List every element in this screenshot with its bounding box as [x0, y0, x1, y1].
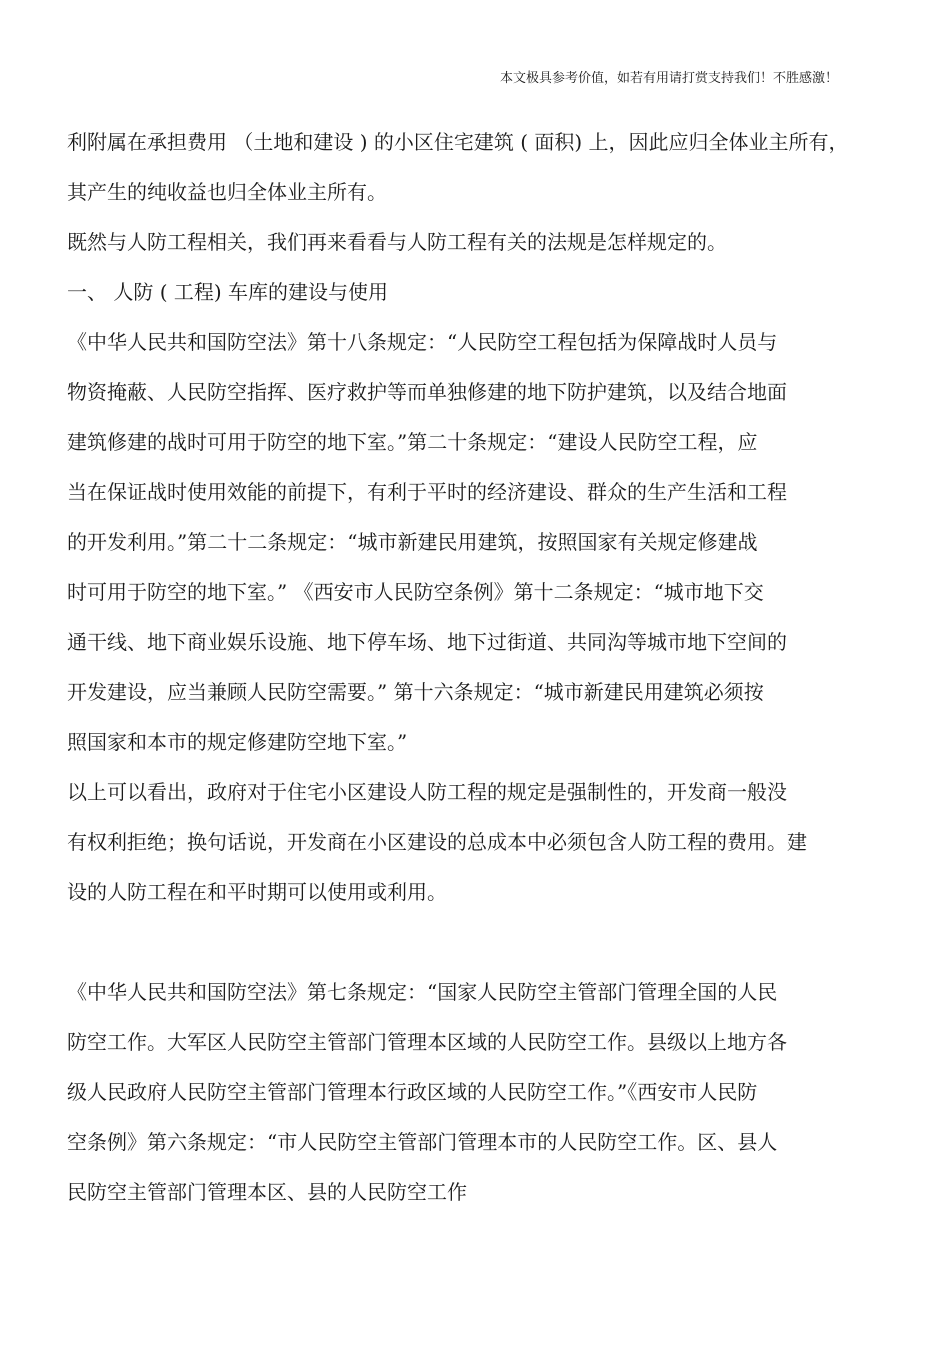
paragraph-line: 通干线、地下商业娱乐设施、地下停车场、地下过街道、共同沟等城市地下空间的	[67, 630, 787, 654]
header-note: 本文极具参考价值，如若有用请打赏支持我们！不胜感激！	[499, 71, 838, 86]
section-heading: 一、 人防 ( 工程) 车库的建设与使用	[67, 280, 389, 304]
paragraph-line: 设的人防工程在和平时期可以使用或利用。	[67, 880, 447, 904]
paragraph-line: 既然与人防工程相关，我们再来看看与人防工程有关的法规是怎样规定的。	[67, 230, 727, 254]
paragraph-line: 以上可以看出，政府对于住宅小区建设人防工程的规定是强制性的，开发商一般没	[67, 780, 787, 804]
paragraph-line: 空条例》第六条规定：“市人民防空主管部门管理本市的人民防空工作。区、县人	[67, 1130, 778, 1154]
paragraph-line: 的开发利用。”第二十二条规定：“城市新建民用建筑，按照国家有关规定修建战	[67, 530, 758, 554]
paragraph-line: 其产生的纯收益也归全体业主所有。	[67, 180, 387, 204]
paragraph-line: 当在保证战时使用效能的前提下，有利于平时的经济建设、群众的生产生活和工程	[67, 480, 787, 504]
paragraph-line: 有权利拒绝；换句话说，开发商在小区建设的总成本中必须包含人防工程的费用。建	[67, 830, 807, 854]
paragraph-line: 开发建设，应当兼顾人民防空需要。” 第十六条规定：“城市新建民用建筑必须按	[67, 680, 764, 704]
paragraph-line: 民防空主管部门管理本区、县的人民防空工作	[67, 1180, 467, 1204]
paragraph-line: 《中华人民共和国防空法》第十八条规定：“人民防空工程包括为保障战时人员与	[67, 330, 778, 354]
paragraph-line: 建筑修建的战时可用于防空的地下室。”第二十条规定：“建设人民防空工程，应	[67, 430, 758, 454]
paragraph-line: 《中华人民共和国防空法》第七条规定：“国家人民防空主管部门管理全国的人民	[67, 980, 778, 1004]
paragraph-line: 防空工作。大军区人民防空主管部门管理本区域的人民防空工作。县级以上地方各	[67, 1030, 787, 1054]
paragraph-line: 物资掩蔽、人民防空指挥、医疗救护等而单独修建的地下防护建筑，以及结合地面	[67, 380, 787, 404]
paragraph-line: 照国家和本市的规定修建防空地下室。”	[67, 730, 408, 754]
paragraph-line: 时可用于防空的地下室。” 《西安市人民防空条例》第十二条规定：“城市地下交	[67, 580, 764, 604]
paragraph-line: 利附属在承担费用 （土地和建设 ) 的小区住宅建筑 ( 面积) 上，因此应归全体业主所有，	[67, 130, 849, 154]
paragraph-line: 级人民政府人民防空主管部门管理本行政区域的人民防空工作。”《西安市人民防	[67, 1080, 758, 1104]
